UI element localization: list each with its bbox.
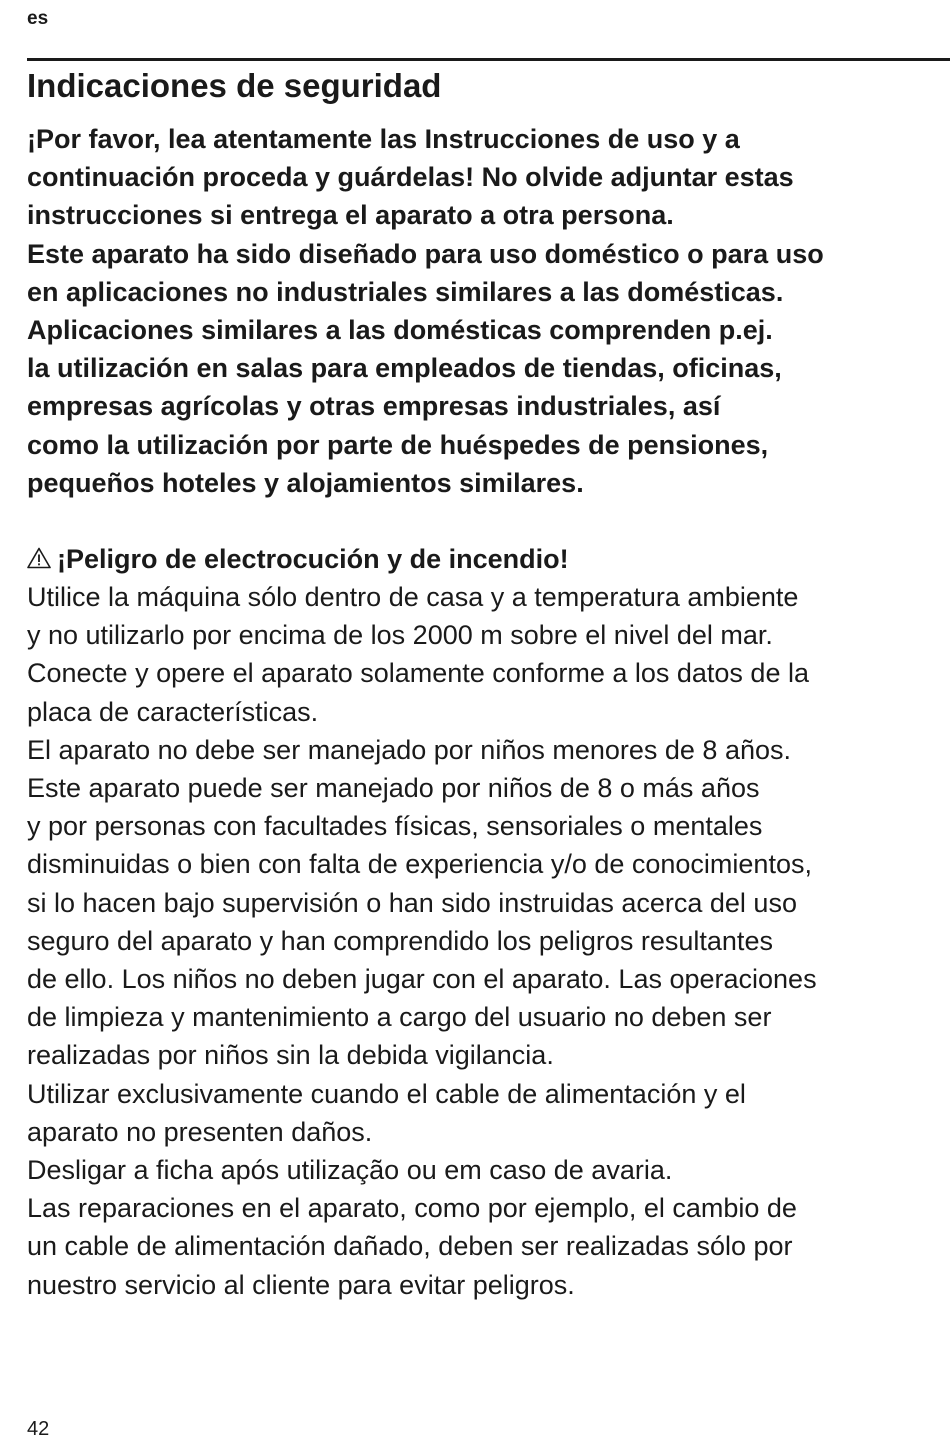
body-line: placa de características. (27, 696, 319, 727)
intro-line: pequeños hoteles y alojamientos similares. (27, 467, 584, 498)
body-line: un cable de alimentación dañado, deben ser realizadas sólo por (27, 1231, 793, 1262)
body-line: El aparato no debe ser manejado por niños menores de 8 años. (27, 734, 792, 765)
intro-line: empresas agrícolas y otras empresas industriales, así (27, 391, 721, 422)
page-title: Indicaciones de seguridad (27, 67, 442, 104)
body-line: Conecte y opere el aparato solamente conforme a los datos de la (27, 658, 809, 689)
intro-paragraph (27, 120, 939, 502)
intro-line: continuación proceda y guárdelas! No olvide adjuntar estas (27, 162, 794, 193)
body-line: de limpieza y mantenimiento a cargo del usuario no deben ser (27, 1002, 772, 1033)
body-line: Utilizar exclusivamente cuando el cable de alimentación y el (27, 1078, 746, 1109)
intro-line: en aplicaciones no industriales similares a las domésticas. (27, 276, 784, 307)
warning-heading (27, 540, 939, 578)
intro-line: Aplicaciones similares a las domésticas comprenden p.ej. (27, 315, 773, 346)
body-line: disminuidas o bien con falta de experiencia y/o de conocimientos, (27, 849, 812, 880)
intro-line: instrucciones si entrega el aparato a otra persona. (27, 200, 674, 231)
intro-line: como la utilización por parte de huéspedes de pensiones, (27, 429, 769, 460)
warning-triangle-icon (27, 547, 51, 569)
warning-heading-text: ¡Peligro de electrocución y de incendio! (57, 544, 569, 575)
body-line: de ello. Los niños no deben jugar con el aparato. Las operaciones (27, 964, 817, 995)
intro-line: la utilización en salas para empleados de tiendas, oficinas, (27, 353, 782, 384)
body-line: realizadas por niños sin la debida vigilancia. (27, 1040, 554, 1071)
intro-line: ¡Por favor, lea atentamente las Instrucciones de uso y a (27, 124, 740, 154)
body-line: seguro del aparato y han comprendido los peligros resultantes (27, 925, 773, 956)
page-number: 42 (27, 1418, 50, 1440)
body-line: Desligar a ficha após utilização ou em caso de avaria. (27, 1155, 673, 1186)
body-line: Este aparato puede ser manejado por niños de 8 o más años (27, 773, 760, 804)
body-line: y por personas con facultades físicas, sensoriales o mentales (27, 811, 763, 842)
safety-section (27, 64, 939, 1304)
body-line: aparato no presenten daños. (27, 1116, 373, 1147)
header-rule (27, 58, 950, 61)
body-line: y no utilizarlo por encima de los 2000 m sobre el nivel del mar. (27, 620, 773, 651)
body-line: nuestro servicio al cliente para evitar peligros. (27, 1269, 575, 1300)
body-line: si lo hacen bajo supervisión o han sido instruidas acerca del uso (27, 887, 797, 918)
safety-body (27, 578, 939, 1304)
body-line: Utilice la máquina sólo dentro de casa y a temperatura ambiente (27, 582, 799, 613)
language-tag: es (27, 8, 49, 29)
body-line: Las reparaciones en el aparato, como por ejemplo, el cambio de (27, 1193, 797, 1224)
intro-line: Este aparato ha sido diseñado para uso doméstico o para uso (27, 238, 824, 269)
